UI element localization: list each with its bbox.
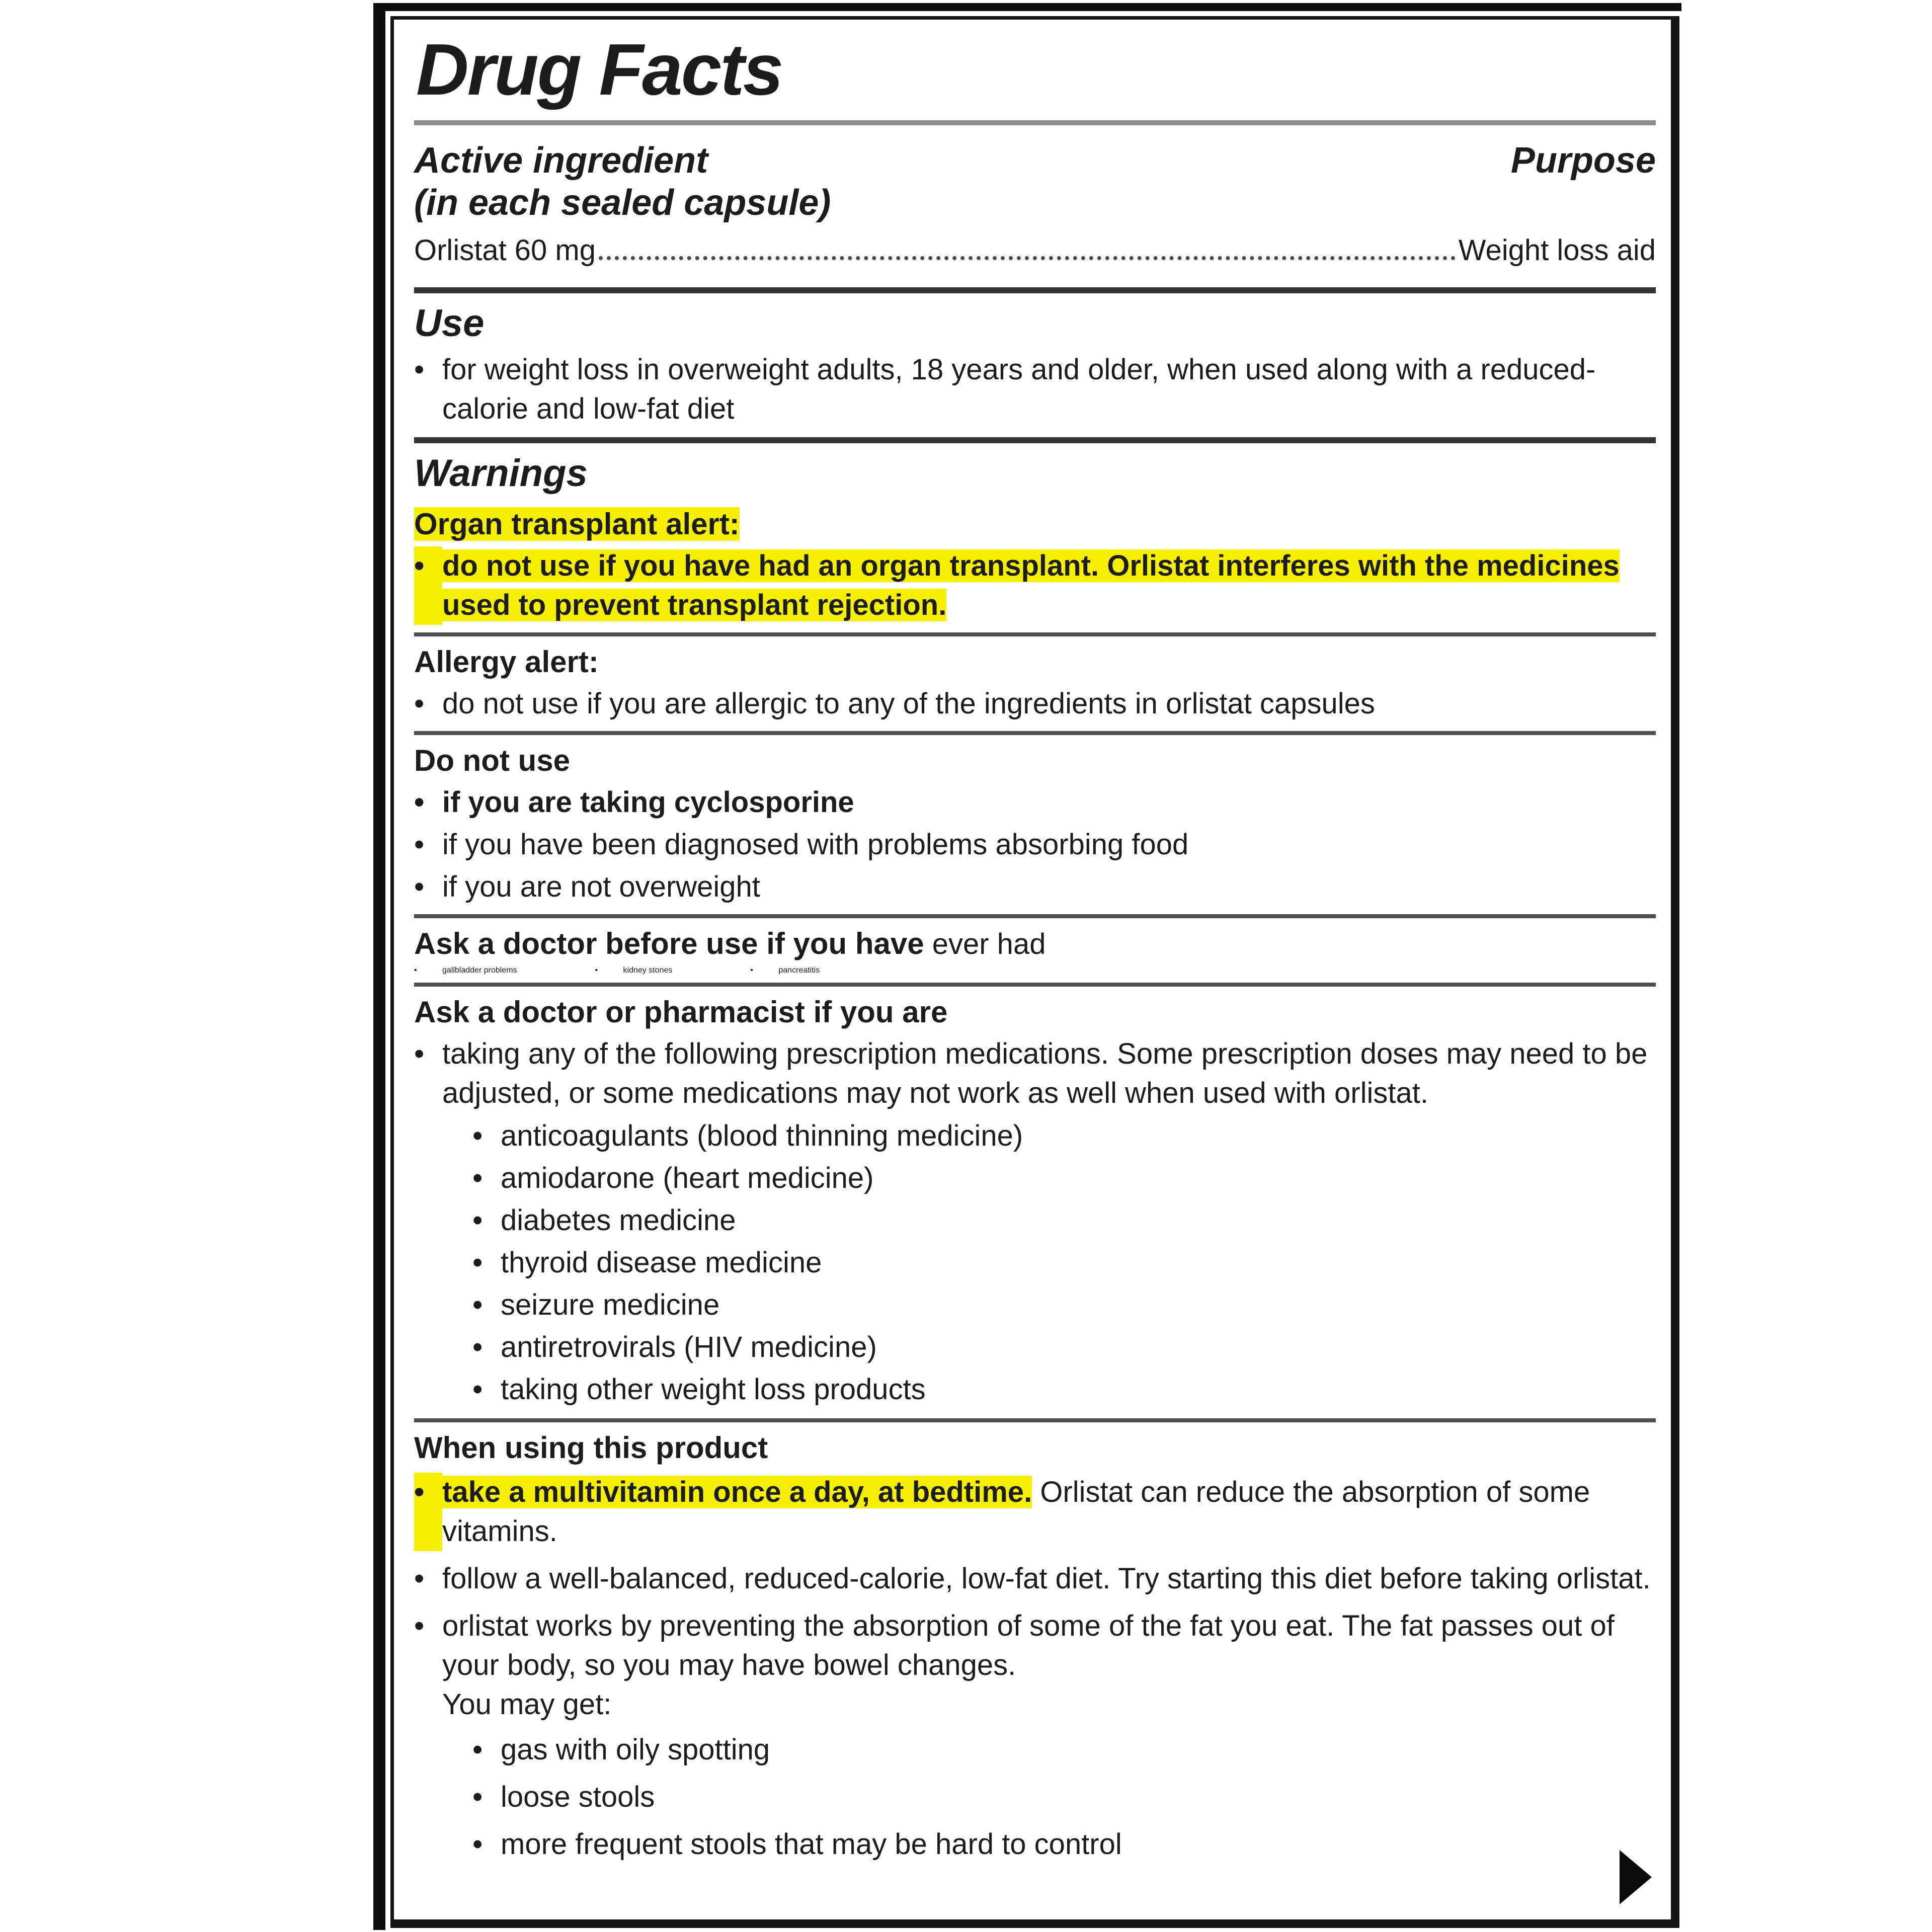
title-divider: [414, 120, 1656, 125]
ask-doctor-before-use: [414, 918, 1656, 983]
warnings-heading: Warnings: [414, 451, 588, 495]
condition-item: • gallbladder problems: [414, 966, 517, 975]
subsection-divider: [414, 1418, 1656, 1422]
bullet-icon: [595, 966, 623, 975]
bullet-icon: [414, 1559, 442, 1598]
when-using-this-product: [414, 1422, 1656, 1878]
medication-item: • taking other weight loss products: [472, 1369, 1656, 1411]
bullet-icon: [472, 1825, 501, 1864]
bullet-icon: [472, 1778, 501, 1817]
bullet-icon: [414, 546, 442, 625]
continued-arrow-icon: [1620, 1850, 1652, 1904]
medication-item: • anticoagulants (blood thinning medicine): [472, 1115, 1656, 1157]
subsection-divider: [414, 983, 1656, 987]
purpose-value: Weight loss aid: [1458, 233, 1656, 267]
allergy-heading: Allergy alert:: [414, 645, 599, 679]
organ-transplant-heading: Organ transplant alert:: [414, 507, 740, 541]
use-heading: Use: [414, 301, 485, 345]
ingredient-row: [414, 224, 1656, 280]
section-divider: [414, 437, 1656, 443]
organ-transplant-alert: [414, 499, 1656, 632]
bullet-icon: [414, 1034, 442, 1411]
condition-item: • kidney stones: [595, 966, 673, 975]
medication-item: • antiretrovirals (HIV medicine): [472, 1326, 1656, 1369]
side-effect-item: • gas with oily spotting: [472, 1726, 1656, 1774]
active-ingredient-section: [414, 125, 1656, 287]
active-ingredient-heading: Active ingredient (in each sealed capsule): [414, 140, 831, 223]
outer-frame-left: [373, 3, 385, 1930]
medication-item: • amiodarone (heart medicine): [472, 1157, 1656, 1199]
diet-item: • follow a well-balanced, reduced-calorie, low-fat diet. Try starting this diet before taking orlistat.: [414, 1555, 1656, 1602]
bullet-icon: [414, 825, 442, 864]
side-effects-list: [472, 1726, 1656, 1868]
side-effect-item: • loose stools: [472, 1774, 1656, 1821]
bullet-icon: [472, 1201, 501, 1240]
you-may-get-label: You may get:: [442, 1687, 612, 1721]
use-section: [414, 293, 1656, 437]
do-not-use-item: • if you are not overweight: [414, 866, 1656, 908]
bullet-icon: [414, 966, 442, 975]
allergy-alert: [414, 636, 1656, 731]
multivitamin-item: • take a multivitamin once a day, at bedtime. Orlistat can reduce the absorption of some vitamins.: [414, 1469, 1656, 1555]
warnings-section: [414, 443, 1656, 1885]
bullet-icon: [472, 1328, 501, 1367]
do-not-use-item: • if you are taking cyclosporine: [414, 781, 1656, 824]
bullet-icon: [414, 684, 442, 723]
bullet-icon: [472, 1370, 501, 1409]
organ-transplant-item: • do not use if you have had an organ transplant. Orlistat interferes with the medicines used to prevent transplant rejection.: [414, 545, 1656, 626]
bullet-icon: [414, 350, 442, 429]
do-not-use: [414, 735, 1656, 914]
how-it-works-item: • orlistat works by preventing the absorption of some of the fat you eat. The fat passes out of your body, so you may have bowel changes. You may get: • gas with oily spotting • loose stools • more frequent stools that may be hard to control: [414, 1602, 1656, 1872]
ask-doctor-or-pharmacist: [414, 987, 1656, 1418]
bullet-icon: [414, 783, 442, 822]
purpose-heading: Purpose: [1510, 140, 1656, 181]
subsection-divider: [414, 632, 1656, 636]
side-effect-item: • more frequent stools that may be hard to control: [472, 1821, 1656, 1868]
ask-pharmacist-heading: Ask a doctor or pharmacist if you are: [414, 995, 948, 1029]
bullet-icon: [414, 867, 442, 907]
dot-leader: [599, 256, 1456, 260]
medication-item: • diabetes medicine: [472, 1199, 1656, 1242]
allergy-item: • do not use if you are allergic to any of the ingredients in orlistat capsules: [414, 683, 1656, 725]
condition-item: • pancreatitis: [750, 966, 820, 975]
bullet-icon: [472, 1243, 501, 1282]
page-title: Drug Facts: [416, 29, 782, 110]
do-not-use-heading: Do not use: [414, 743, 570, 777]
ingredient-name: Orlistat 60 mg: [414, 233, 596, 267]
ask-doctor-items: [414, 964, 1656, 977]
subsection-divider: [414, 914, 1656, 918]
section-divider: [414, 287, 1656, 293]
bullet-icon: [472, 1730, 501, 1769]
bullet-icon: [414, 1473, 442, 1551]
use-item: • for weight loss in overweight adults, 18 years and older, when used along with a reduced-calorie and low-fat diet: [414, 349, 1656, 430]
bullet-icon: [472, 1116, 501, 1156]
outer-frame-top: [373, 3, 1681, 11]
do-not-use-item: • if you have been diagnosed with problems absorbing food: [414, 824, 1656, 866]
prescription-item: • taking any of the following prescription medications. Some prescription doses may need to be adjusted, or some medications may not work as well when used with orlistat. • anticoagulants (blood thinning medicine) • amiodarone (heart medicine) • diabetes medicine • thyroid disease medicine • seizure medicine • antiretrovirals (HIV medicine) • taking other weight loss products: [414, 1033, 1656, 1412]
drug-facts-panel: [390, 16, 1679, 1928]
bullet-icon: [472, 1285, 501, 1325]
medication-list: [472, 1115, 1656, 1411]
medication-item: • seizure medicine: [472, 1284, 1656, 1326]
subsection-divider: [414, 731, 1656, 735]
bullet-icon: [750, 966, 778, 975]
ask-doctor-heading: Ask a doctor before use if you have ever had: [414, 926, 1046, 960]
medication-item: • thyroid disease medicine: [472, 1242, 1656, 1284]
when-using-heading: When using this product: [414, 1430, 768, 1465]
bullet-icon: [472, 1159, 501, 1198]
bullet-icon: [414, 1606, 442, 1868]
